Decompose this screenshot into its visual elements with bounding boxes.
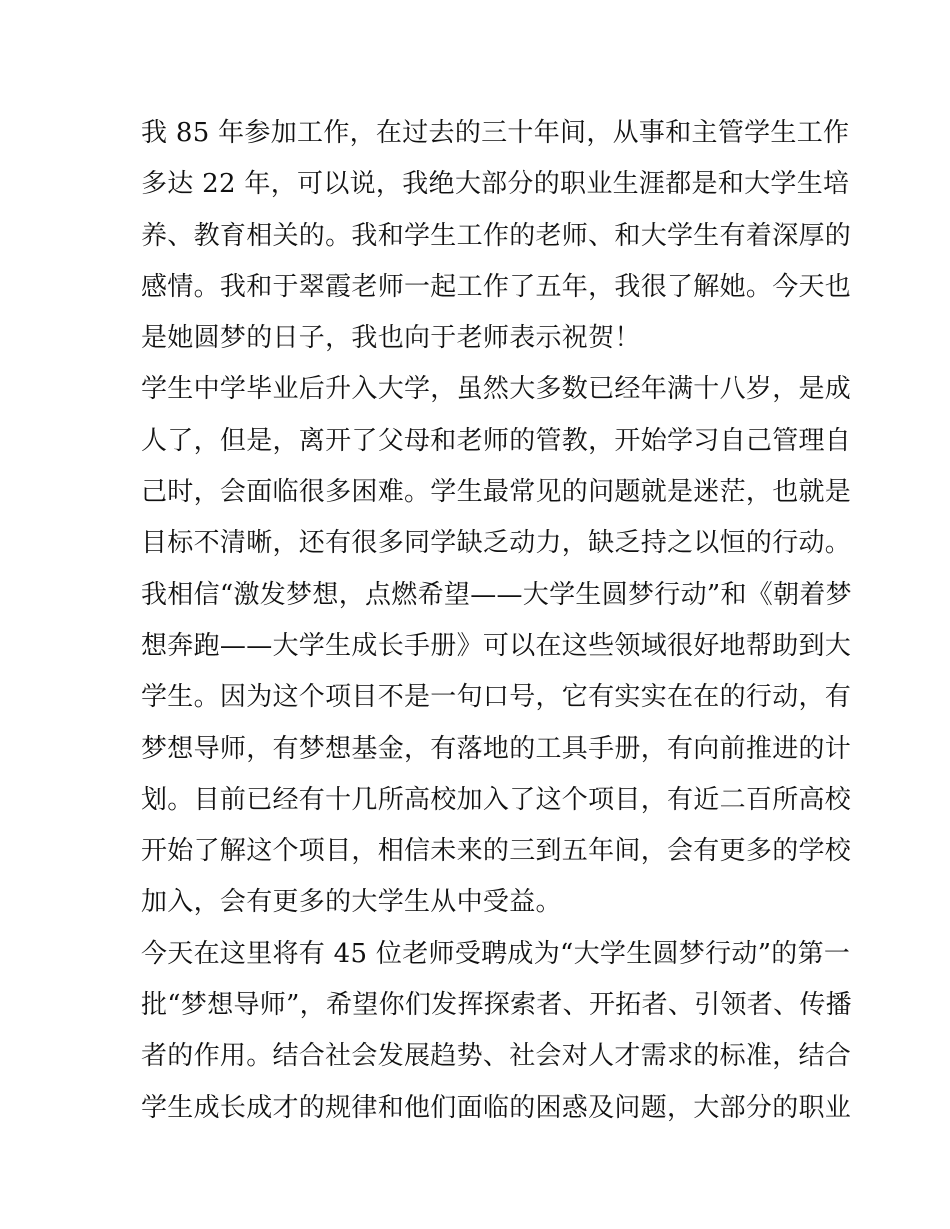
text-line-18: 批“梦想导师”，希望你们发挥探索者、开拓者、引领者、传播 bbox=[141, 990, 852, 1021]
text-line-2: 多达 22 年，可以说，我绝大部分的职业生涯都是和大学生培 bbox=[141, 169, 850, 200]
text-line-16: 加入，会有更多的大学生从中受益。 bbox=[141, 887, 562, 918]
text-line-6: 学生中学毕业后升入大学，虽然大多数已经年满十八岁，是成 bbox=[141, 374, 852, 405]
text-line-3: 养、教育相关的。我和学生工作的老师、和大学生有着深厚的 bbox=[141, 220, 852, 251]
text-line-9: 目标不清晰，还有很多同学缺乏动力，缺乏持之以恒的行动。 bbox=[141, 528, 852, 559]
text-line-8: 己时，会面临很多困难。学生最常见的问题就是迷茫，也就是 bbox=[141, 477, 852, 508]
text-line-14: 划。目前已经有十几所高校加入了这个项目，有近二百所高校 bbox=[141, 784, 852, 815]
text-line-10: 我相信“激发梦想，点燃希望——大学生圆梦行动”和《朝着梦 bbox=[141, 579, 852, 610]
text-line-1: 我 85 年参加工作，在过去的三十年间，从事和主管学生工作 bbox=[141, 118, 850, 148]
text-line-4: 感情。我和于翠霞老师一起工作了五年，我很了解她。今天也 bbox=[141, 271, 852, 302]
text-line-5: 是她圆梦的日子，我也向于老师表示祝贺！ bbox=[141, 323, 641, 354]
text-line-20: 学生成长成才的规律和他们面临的困惑及问题，大部分的职业 bbox=[141, 1092, 852, 1123]
text-line-19: 者的作用。结合社会发展趋势、社会对人才需求的标准，结合 bbox=[141, 1041, 852, 1072]
text-line-7: 人了，但是，离开了父母和老师的管教，开始学习自己管理自 bbox=[141, 425, 852, 456]
text-line-12: 学生。因为这个项目不是一句口号，它有实实在在的行动，有 bbox=[141, 682, 852, 713]
text-line-17: 今天在这里将有 45 位老师受聘成为“大学生圆梦行动”的第一 bbox=[141, 938, 851, 969]
text-line-15: 开始了解这个项目，相信未来的三到五年间，会有更多的学校 bbox=[141, 836, 852, 867]
text-line-11: 想奔跑——大学生成长手册》可以在这些领域很好地帮助到大 bbox=[141, 630, 852, 661]
text-line-13: 梦想导师，有梦想基金，有落地的工具手册，有向前推进的计 bbox=[141, 733, 852, 764]
speech-text bbox=[141, 108, 852, 1134]
